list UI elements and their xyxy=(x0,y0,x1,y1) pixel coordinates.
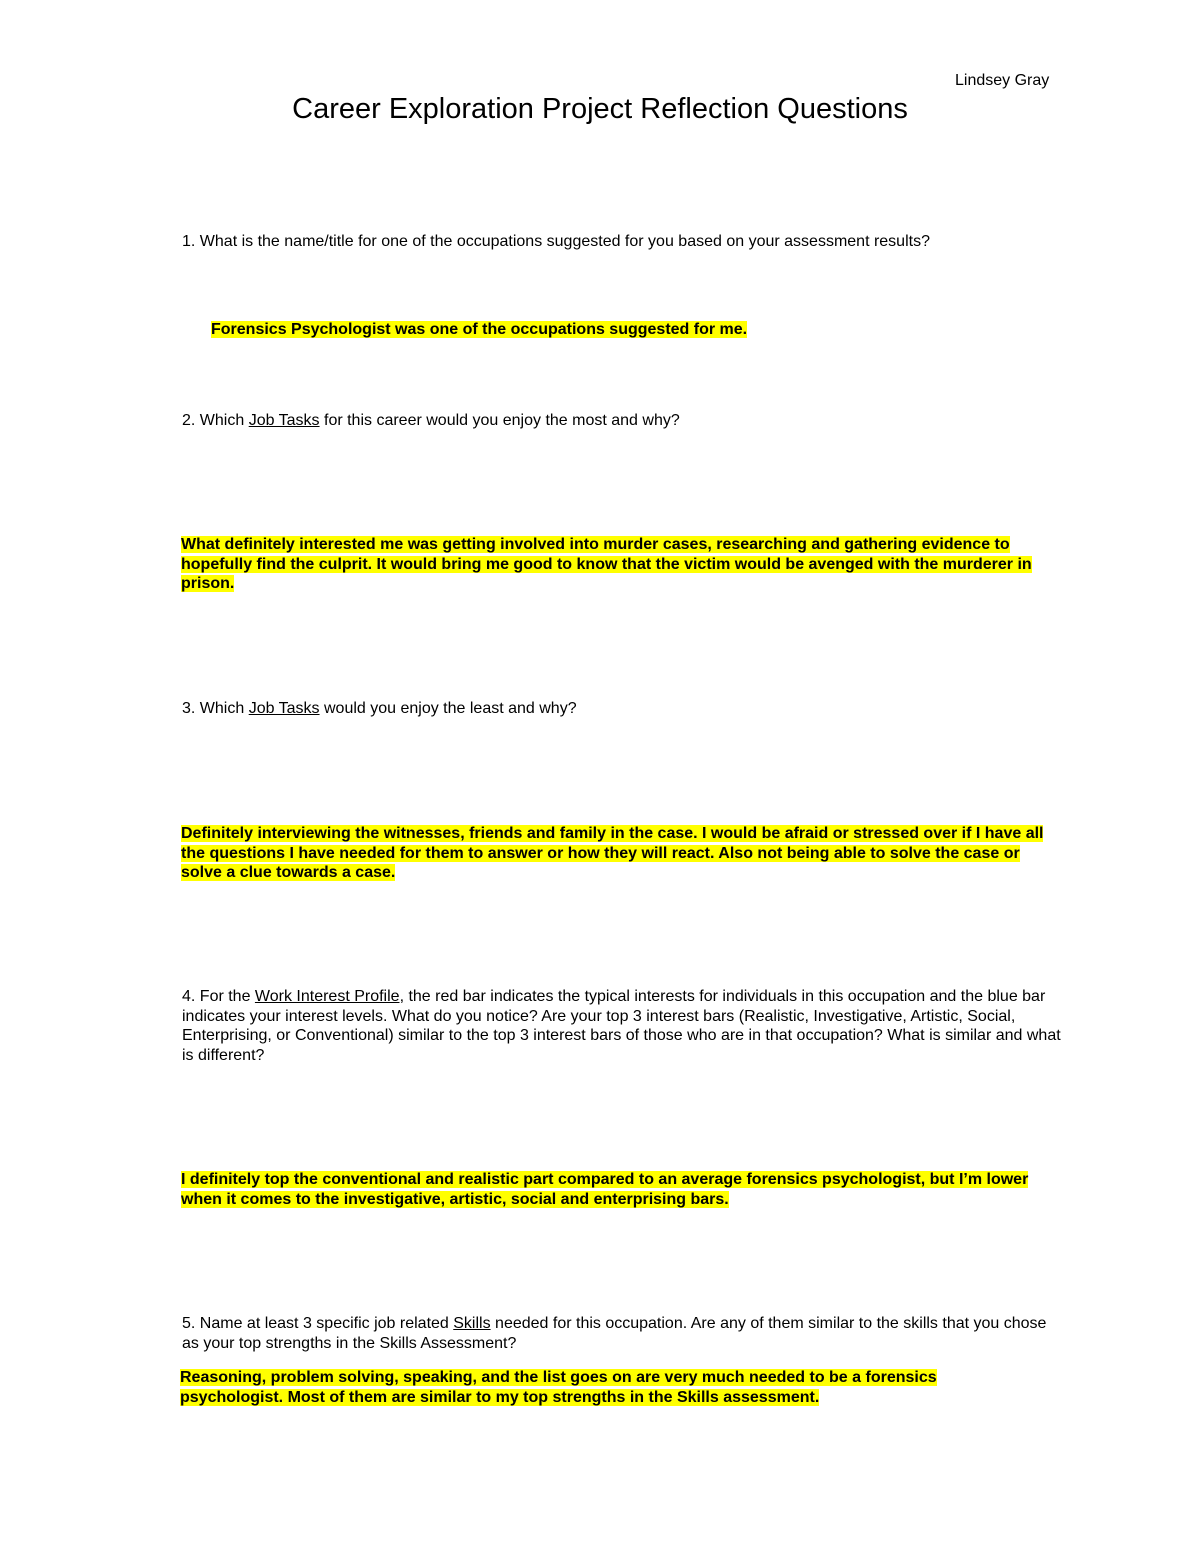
answer-4 xyxy=(181,1170,1031,1209)
answer-5-text: Reasoning, problem solving, speaking, and the list goes on are very much needed to be a forensics psychologist. Most of them are similar to my top strengths in the Skills assessment. xyxy=(180,1369,937,1406)
answer-3 xyxy=(181,824,1061,883)
question-5-text-after: needed for this occupation. Are any of them similar to the skills that you chose as your top strengths in the Skills Assessment? xyxy=(182,1315,1047,1352)
job-tasks-link: Job Tasks xyxy=(248,700,320,717)
answer-5 xyxy=(180,1368,980,1407)
answer-2 xyxy=(181,535,1053,594)
question-5 xyxy=(182,1314,1062,1353)
question-4 xyxy=(182,987,1062,1065)
skills-link: Skills xyxy=(453,1315,491,1332)
question-3-text-after: would you enjoy the least and why? xyxy=(319,700,577,717)
question-1 xyxy=(182,232,1062,252)
question-1-text: 1. What is the name/title for one of the occupations suggested for you based on your assessment results? xyxy=(182,233,930,250)
answer-1-text: Forensics Psychologist was one of the occupations suggested for me. xyxy=(211,321,748,338)
answer-3-text: Definitely interviewing the witnesses, friends and family in the case. I would be afraid or stressed over if I have all the questions I have needed for them to answer or how they will react. Also not being able to solve the case or solve a clue towards a case. xyxy=(181,825,1044,881)
question-4-text-after: the red bar indicates the typical interests for individuals in this occupation and the blue bar indicates your interest levels. What do you notice? Are your top 3 interest bars (Realistic, Investigative, Artistic, Social, Enterprising, or Conventional) similar to the top 3 interest bars of those who are in that occupation? What is similar and what is different? xyxy=(182,988,1061,1064)
question-5-text-before: 5. Name at least 3 specific job related xyxy=(182,1315,454,1332)
question-2-text-after: for this career would you enjoy the most and why? xyxy=(319,412,680,429)
page-title: Career Exploration Project Reflection Questions xyxy=(292,93,908,125)
question-3 xyxy=(182,699,1062,719)
answer-1 xyxy=(211,320,1091,340)
question-2 xyxy=(182,411,1062,431)
answer-4-text: I definitely top the conventional and realistic part compared to an average forensics psychologist, but I’m lower when it comes to the investigative, artistic, social and enterprising bars. xyxy=(181,1171,1029,1208)
job-tasks-link: Job Tasks xyxy=(248,412,320,429)
question-3-text-before: 3. Which xyxy=(182,700,249,717)
work-interest-profile-link: Work Interest Profile, xyxy=(254,988,405,1005)
answer-2-text: What definitely interested me was getting involved into murder cases, researching and gathering evidence to hopefully find the culprit. It would bring me good to know that the victim would be avenged with the murderer in prison. xyxy=(181,536,1032,592)
author-name: Lindsey Gray xyxy=(955,72,1050,89)
question-4-text-before: 4. For the xyxy=(182,988,255,1005)
question-2-text-before: 2. Which xyxy=(182,412,249,429)
